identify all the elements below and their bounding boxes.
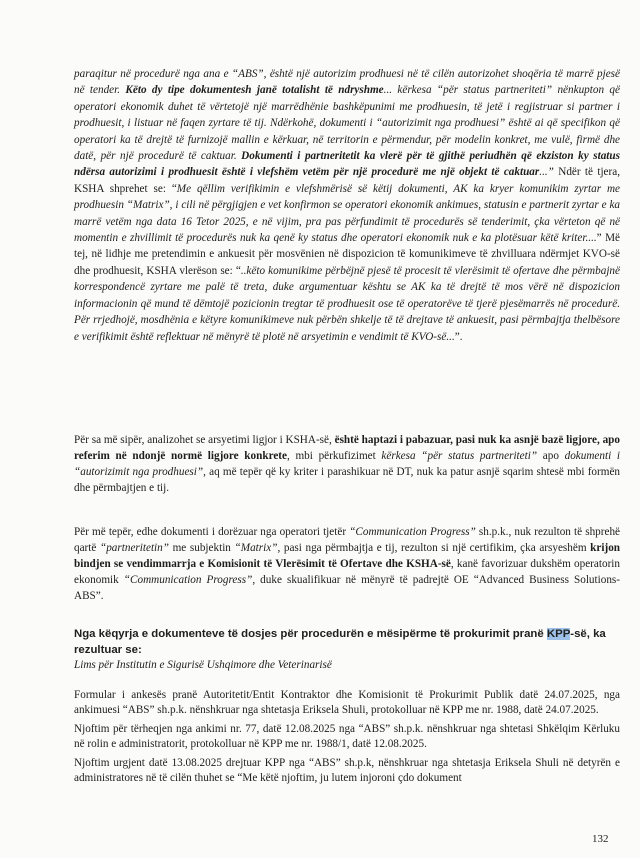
further-paragraph bbox=[74, 524, 620, 604]
text-span: ..këto komunikime përbëjnë pjesë të procesit të vlerësimit të ofertave dhe përmbajnë korrespondencë zyrtare me palë të treta, duke argumentuar kështu se AK ka të drejtë të mos vërë në dispozicion informacionin që mund të dëmtojë pozicionin tregtar të prodhuesit ose të operatorëve të tjerë pjesëmarrës në procedurë. Për rrjedhojë, mosdhënia e këtyre komunikimeve nuk përbën shkelje të të drejtave të ankuesit, pasi përmbajtja thelbësore e verifikimit është reflektuar në mënyrë të plotë në arsyetimin e vendimit të KVO-së... bbox=[74, 264, 620, 343]
bold-text: Dokumenti i partneritetit ka vlerë për të gjithë periudhën që ekziston ky status ndërsa autorizimi i prodhuesit është i vlefshëm vetëm për një procedurë me një objekt të caktuar bbox=[74, 150, 620, 179]
italic-text: dokumenti i “autorizimit nga prodhuesi” bbox=[74, 450, 621, 478]
bold-text: është haptazi i pabazuar, pasi nuk ka asnjë bazë ligjore, apo referim në ndonjë normë ligjore konkrete bbox=[74, 434, 620, 462]
analysis-paragraph bbox=[74, 432, 620, 496]
heading-text: -së, ka rezultuar se: bbox=[74, 628, 606, 656]
section-heading bbox=[74, 626, 620, 658]
text-span: apo bbox=[537, 450, 565, 462]
heading-text: Nga këqyrja e dokumenteve të dosjes për procedurën e mësipërme të prokurimit pranë bbox=[74, 628, 547, 640]
text-span: ”. bbox=[454, 330, 463, 343]
text-span: ...” bbox=[539, 166, 554, 179]
text-span: , duke skualifikuar në mënyrë të padrejtë OE “Advanced Business Solutions-ABS”. bbox=[74, 574, 620, 602]
text-span: paraqitur në procedurë nga ana e “ABS”, është një autorizim prodhuesi në të cilën autorizohet shoqëria të marrë pjesë në tender. bbox=[74, 68, 620, 97]
document-list bbox=[74, 688, 620, 791]
text-span: , mbi përkufizimet bbox=[287, 450, 382, 462]
quoted-paragraph bbox=[74, 66, 620, 345]
search-highlight: KPP bbox=[546, 628, 571, 640]
list-item: Njoftim për tërheqjen nga ankimi nr. 77, datë 12.08.2025 nga “ABS” sh.p.k. nënshkruar nga shtetasi Shkëlqim Kërluku në rolin e administratorit, protokolluar në KPP me nr. 1988/1, datë 12.08.2025. bbox=[74, 723, 620, 750]
text-span: ... kërkesa “për status partneriteti” nënkupton që operatori ekonomik duhet të vërtetojë një marrëdhënie bashkëpunimi me prodhuesin, të jetë i regjistruar si partner i prodhuesit, i listuar në faqen zyrtare të tij. Ndërkohë, dokumenti i “autorizimit nga prodhuesi” është ai që specifikon që operatori ka të drejtë të furnizojë mallin e kërkuar, në territorin e përmendur, për modelin konkret, me vulë, firmë dhe datë, për një procedurë të caktuar. bbox=[74, 84, 620, 163]
list-item: Njoftim urgjent datë 13.08.2025 drejtuar KPP nga “ABS” sh.p.k, nënshkruar nga shtetasja Eriksela Shuli në detyrën e administratores në të cilën thuhet se “Me këtë njoftim, ju lutem injoroni çdo dokument bbox=[74, 757, 620, 784]
text-span: me subjektin bbox=[168, 542, 235, 554]
italic-text: kërkesa “për status partneriteti” bbox=[381, 450, 538, 462]
page-number: 132 bbox=[592, 833, 609, 845]
text-span: Ndër të tjera, KSHA shprehet se: “ bbox=[74, 166, 621, 195]
bold-text: Këto dy tipe dokumentesh janë totalisht të ndryshme bbox=[120, 84, 384, 97]
text-span: Për sa më sipër, analizohet se arsyetimi ligjor i KSHA-së, bbox=[74, 434, 335, 446]
text-span: , kanë favorizuar dukshëm operatorin ekonomik bbox=[74, 558, 620, 586]
bold-text: krijon bindjen se vendimmarrja e Komisionit të Vlerësimit të Ofertave dhe KSHA-së bbox=[74, 542, 621, 570]
italic-text: “Matrix” bbox=[234, 542, 278, 554]
italic-text: “Communication Progress” bbox=[123, 574, 253, 586]
text-span: Me qëllim verifikimin e vlefshmërisë së këtij dokumenti, AK ka kryer komunikim zyrtar me prodhuesin “Matrix”, i cili në përgjigjen e vet konfirmon se operatori ekonomik ankimues, statusin e partnerit zyrtar e ka marrë vetëm nga data 16 Tetor 2025, e në vijim, pra pas përfundimit të procedurës së tenderimit, çka vërteton që në momentin e zhvillimit të procedurës nuk ka qenë ky status dhe operatori ekonomik nuk e ka plotësuar këtë kriter.... bbox=[74, 182, 620, 245]
institution-name: Lims për Institutin e Sigurisë Ushqimore dhe Veterinarisë bbox=[74, 659, 332, 671]
text-span: ” Më tej, në lidhje me pretendimin e ankuesit për mosvënien në dispozicion të komunikimeve të zhvilluara ndërmjet KVO-së dhe prodhuesit, KSHA vlerëson se: “ bbox=[74, 232, 620, 277]
text-span: sh.p.k., nuk rezulton të shprehë qartë bbox=[74, 526, 621, 554]
list-item: Formular i ankesës pranë Autoritetit/Entit Kontraktor dhe Komisionit të Prokurimit Publik datë 24.07.2025, nga ankimuesi “ABS” sh.p.k. nënshkruar nga shtetasja Eriksela Shuli, protokolluar në KPP me nr. 1988, datë 24.07.2025. bbox=[74, 689, 620, 716]
text-span: Për më tepër, edhe dokumenti i dorëzuar nga operatori tjetër bbox=[74, 526, 350, 538]
text-span: , aq më tepër që ky kriter i parashikuar në DT, nuk ka patur asnjë sqarim shtesë mbi formën dhe përmbajtjen e tij. bbox=[74, 466, 621, 494]
italic-text: “Communication Progress” bbox=[349, 526, 476, 538]
italic-text: “partneritetin” bbox=[99, 542, 169, 554]
text-span: , pasi nga përmbajtja e tij, rezulton si një certifikim, çka arsyeshëm bbox=[277, 542, 591, 554]
